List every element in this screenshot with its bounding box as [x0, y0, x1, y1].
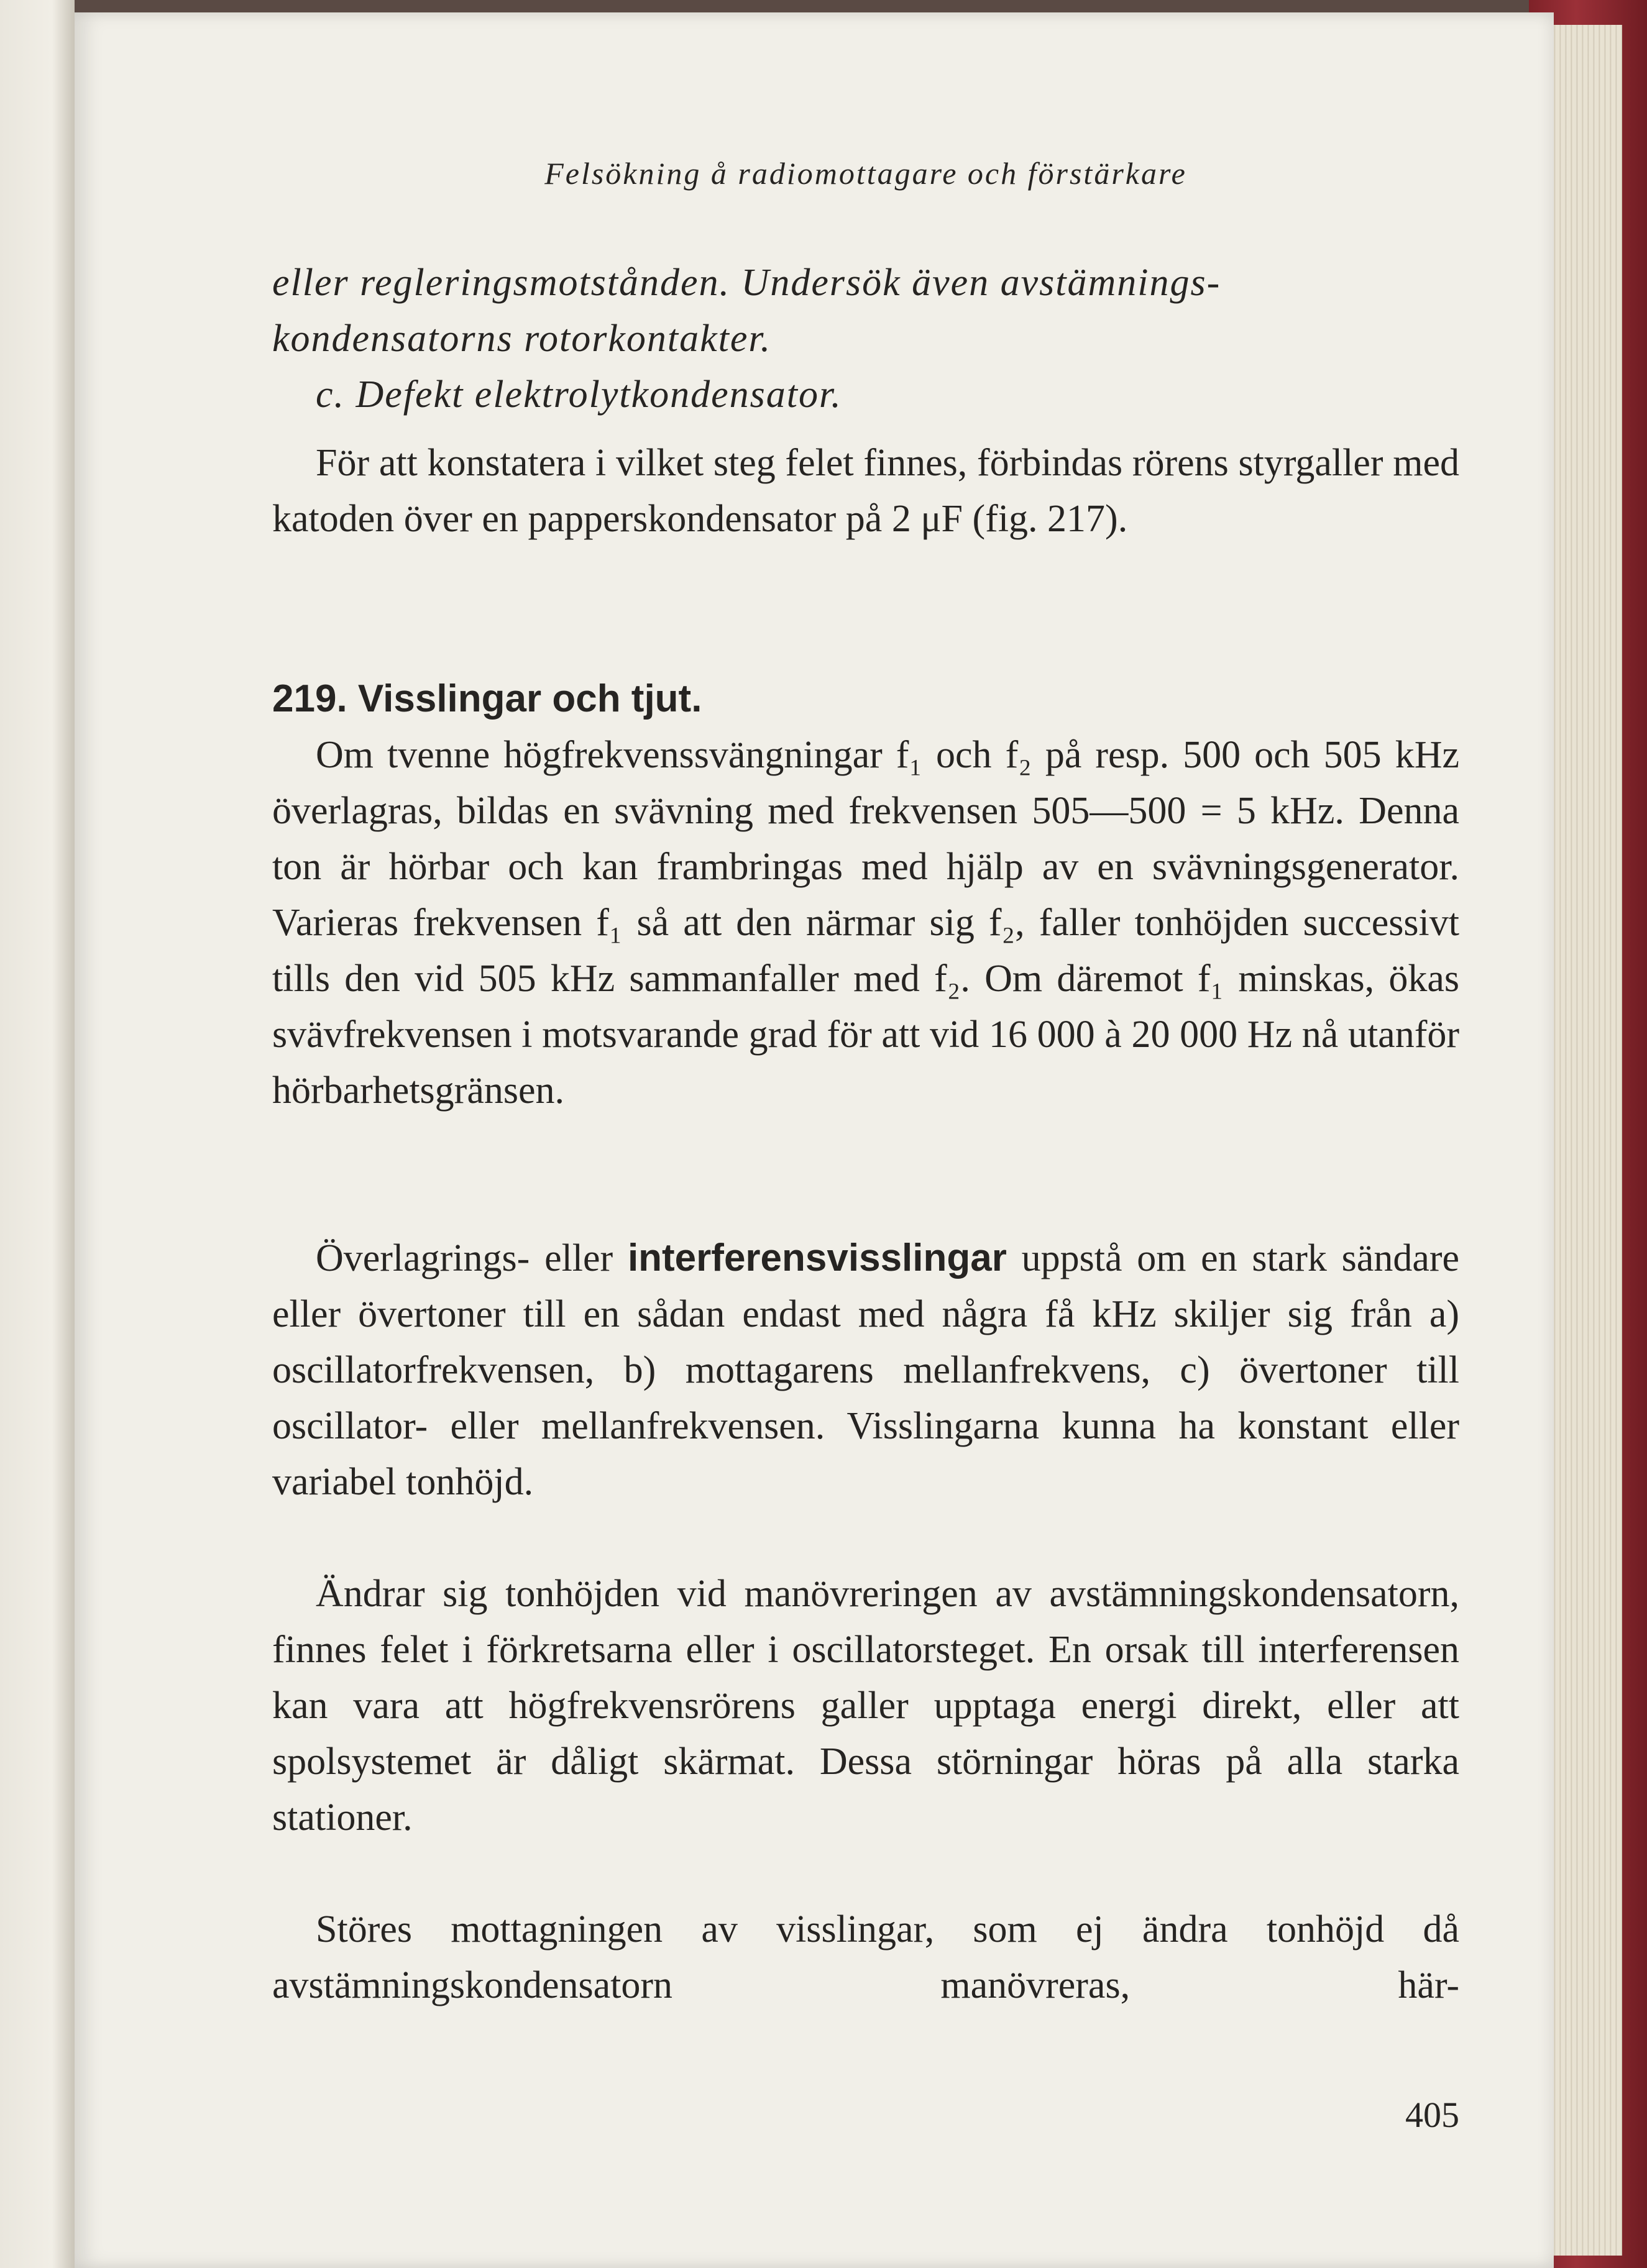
paragraph-4: Ändrar sig tonhöjden vid manövreringen av avstämningskondensatorn, finnes felet i förkretsarna eller i oscillatorsteget. En orsak till interferensen kan vara att högfrekvensrörens galler upptaga energi direkt, eller att spolsystemet är dåligt skärmat. Dessa störningar höras på alla starka stationer.	[272, 1573, 1459, 1839]
section-heading: 219. Visslingar och tjut.	[272, 677, 702, 720]
italic-line-2: kondensatorns rotorkontakter.	[272, 318, 772, 360]
bold-term: interferensvisslingar	[627, 1237, 1007, 1279]
book-page	[75, 12, 1554, 2268]
paragraph-3-end: uppstå om en stark sändare eller övertoner till en sådan endast med några få kHz skiljer sig från a) oscillatorfrekvensen, b) mottagarens mellanfrekvens, c) övertoner till oscillator- eller mellanfrekvensen. Visslingarna kunna ha konstant eller variabel tonhöjd.	[272, 1237, 1459, 1503]
page-number: 405	[1405, 2095, 1459, 2135]
paragraph-3-start: Överlagrings- eller	[316, 1237, 628, 1279]
paragraph-3	[272, 1230, 1459, 1566]
paragraph-2: Om tvenne högfrekvenssvängningar f₁ och f₂ på resp. 500 och 505 kHz överlagras, bildas en svävning med frekvensen 505—500 = 5 kHz. Denna ton är hörbar och kan frambringas med hjälp av en svävningsgenerator. Varieras frekvensen f₁ så att den närmar sig f₂, faller tonhöjden successivt tills den vid 505 kHz sammanfaller med f₂. Om däremot f₁ minskas, ökas svävfrekvensen i motsvarande grad för att vid 16 000 à 20 000 Hz nå utanför hörbarhetsgränsen.	[272, 734, 1459, 1112]
paragraph-1: För att konstatera i vilket steg felet finnes, förbindas rörens styrgaller med katoden över en papperskondensator på 2 μF (fig. 217).	[272, 442, 1459, 540]
running-head: Felsökning å radiomottagare och förstärkare	[544, 156, 1187, 191]
italic-line-1: eller regleringsmotstånden. Undersök även avstämnings-	[272, 262, 1221, 304]
facing-page-edge	[0, 0, 75, 2268]
italic-continuation	[272, 255, 1459, 423]
italic-line-3: c. Defekt elektrolytkondensator.	[316, 373, 842, 416]
paragraph-5: Störes mottagningen av visslingar, som ej ändra tonhöjd då avstämningskondensatorn manövreras, här-	[272, 1908, 1459, 2006]
